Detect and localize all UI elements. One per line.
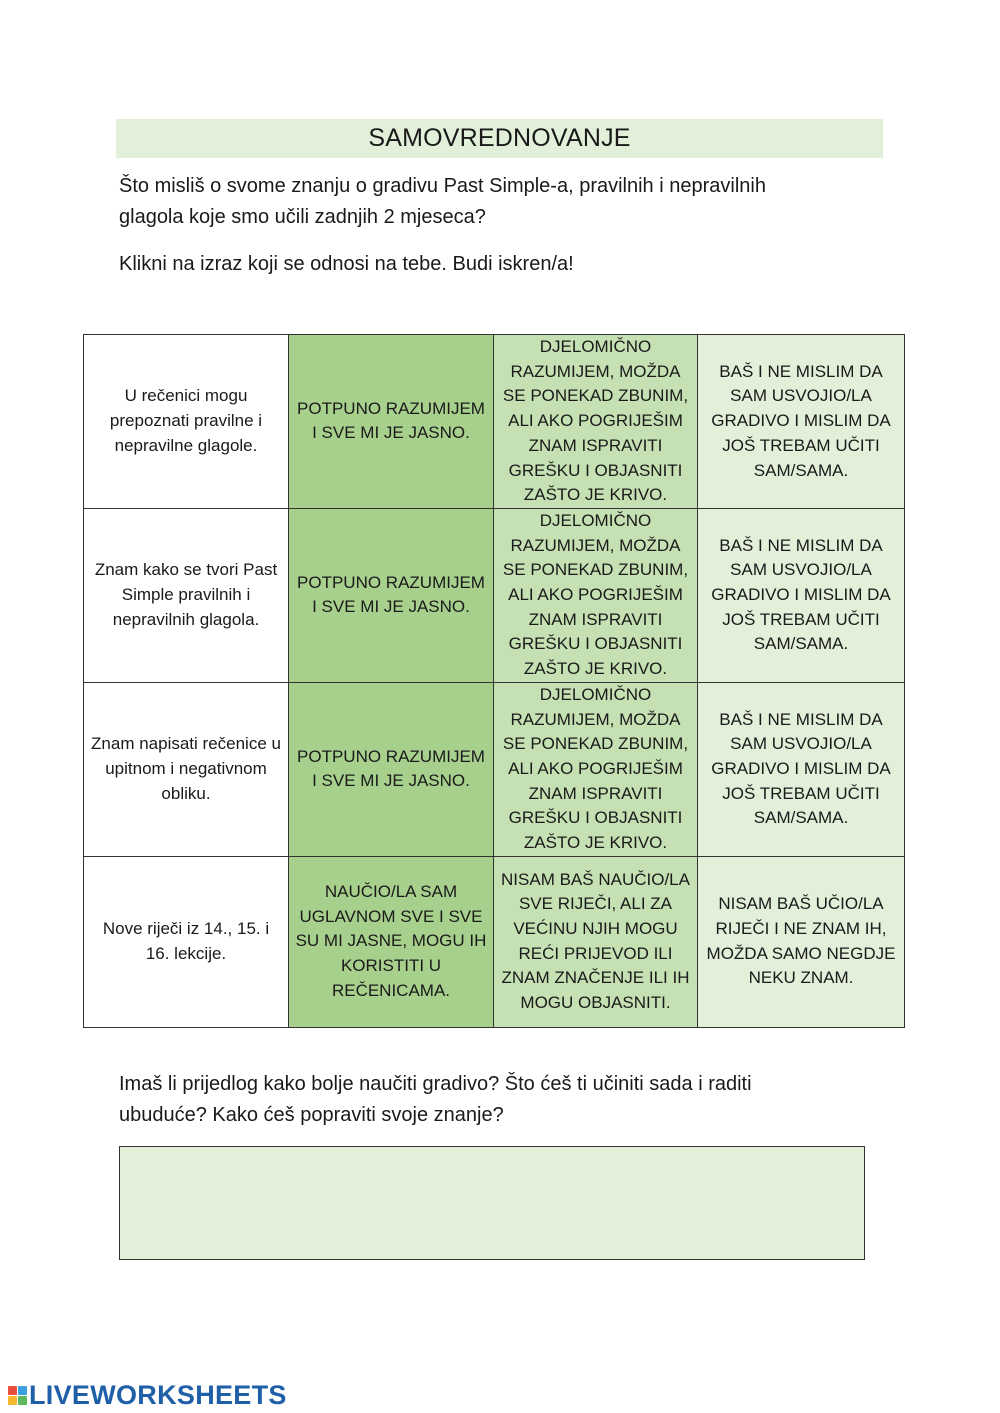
liveworksheets-logo-icon (8, 1386, 27, 1405)
table-row (84, 508, 905, 682)
option-weak-understanding[interactable]: BAŠ I NE MISLIM DA SAM USVOJIO/LA GRADIVO I MISLIM DA JOŠ TREBAM UČITI SAM/SAMA. (698, 682, 905, 856)
option-full-understanding[interactable]: POTPUNO RAZUMIJEM I SVE MI JE JASNO. (289, 682, 494, 856)
option-partial-understanding[interactable]: DJELOMIČNO RAZUMIJEM, MOŽDA SE PONEKAD ZBUNIM, ALI AKO POGRIJEŠIM ZNAM ISPRAVITI GREŠKU I OBJASNITI ZAŠTO JE KRIVO. (494, 335, 698, 509)
intro-instruction: Klikni na izraz koji se odnosi na tebe. Budi iskren/a! (119, 253, 574, 275)
statement-cell: Nove riječi iz 14., 15. i 16. lekcije. (84, 856, 289, 1027)
page-title-text: SAMOVREDNOVANJE (368, 124, 631, 152)
intro-question-line1: Što misliš o svome znanju o gradivu Past Simple-a, pravilnih i nepravilnih (119, 175, 766, 197)
logo-square-red (8, 1386, 17, 1395)
statement-cell: U rečenici mogu prepoznati pravilne i nepravilne glagole. (84, 335, 289, 509)
intro-question (119, 171, 879, 233)
page-title (116, 119, 883, 158)
option-weak-understanding[interactable]: BAŠ I NE MISLIM DA SAM USVOJIO/LA GRADIVO I MISLIM DA JOŠ TREBAM UČITI SAM/SAMA. (698, 335, 905, 509)
reflection-question (119, 1069, 879, 1131)
reflection-question-line1: Imaš li prijedlog kako bolje naučiti gradivo? Što ćeš ti učiniti sada i raditi (119, 1073, 752, 1095)
option-full-understanding[interactable]: POTPUNO RAZUMIJEM I SVE MI JE JASNO. (289, 508, 494, 682)
table-row (84, 856, 905, 1027)
option-partial-understanding[interactable]: DJELOMIČNO RAZUMIJEM, MOŽDA SE PONEKAD ZBUNIM, ALI AKO POGRIJEŠIM ZNAM ISPRAVITI GREŠKU I OBJASNITI ZAŠTO JE KRIVO. (494, 508, 698, 682)
logo-square-blue (18, 1386, 27, 1395)
logo-square-green (18, 1396, 27, 1405)
brand-name: LIVEWORKSHEETS (29, 1379, 287, 1410)
self-assessment-table (83, 334, 905, 1028)
brand-logo (8, 1380, 287, 1410)
statement-cell: Znam napisati rečenice u upitnom i negativnom obliku. (84, 682, 289, 856)
option-full-understanding[interactable]: NAUČIO/LA SAM UGLAVNOM SVE I SVE SU MI JASNE, MOGU IH KORISTITI U REČENICAMA. (289, 856, 494, 1027)
option-weak-understanding[interactable]: NISAM BAŠ UČIO/LA RIJEČI I NE ZNAM IH, MOŽDA SAMO NEGDJE NEKU ZNAM. (698, 856, 905, 1027)
reflection-question-line2: ubuduće? Kako ćeš popraviti svoje znanje? (119, 1104, 504, 1126)
option-partial-understanding[interactable]: NISAM BAŠ NAUČIO/LA SVE RIJEČI, ALI ZA VEĆINU NJIH MOGU REĆI PRIJEVOD ILI ZNAM ZNAČENJE ILI IH MOGU OBJASNITI. (494, 856, 698, 1027)
table-row (84, 682, 905, 856)
reflection-answer-input[interactable] (119, 1146, 865, 1260)
option-weak-understanding[interactable]: BAŠ I NE MISLIM DA SAM USVOJIO/LA GRADIVO I MISLIM DA JOŠ TREBAM UČITI SAM/SAMA. (698, 508, 905, 682)
intro-section (119, 171, 879, 280)
option-full-understanding[interactable]: POTPUNO RAZUMIJEM I SVE MI JE JASNO. (289, 335, 494, 509)
statement-cell: Znam kako se tvori Past Simple pravilnih i nepravilnih glagola. (84, 508, 289, 682)
option-partial-understanding[interactable]: DJELOMIČNO RAZUMIJEM, MOŽDA SE PONEKAD ZBUNIM, ALI AKO POGRIJEŠIM ZNAM ISPRAVITI GREŠKU I OBJASNITI ZAŠTO JE KRIVO. (494, 682, 698, 856)
table-row (84, 335, 905, 509)
logo-square-yellow (8, 1396, 17, 1405)
intro-question-line2: glagola koje smo učili zadnjih 2 mjeseca? (119, 206, 486, 228)
